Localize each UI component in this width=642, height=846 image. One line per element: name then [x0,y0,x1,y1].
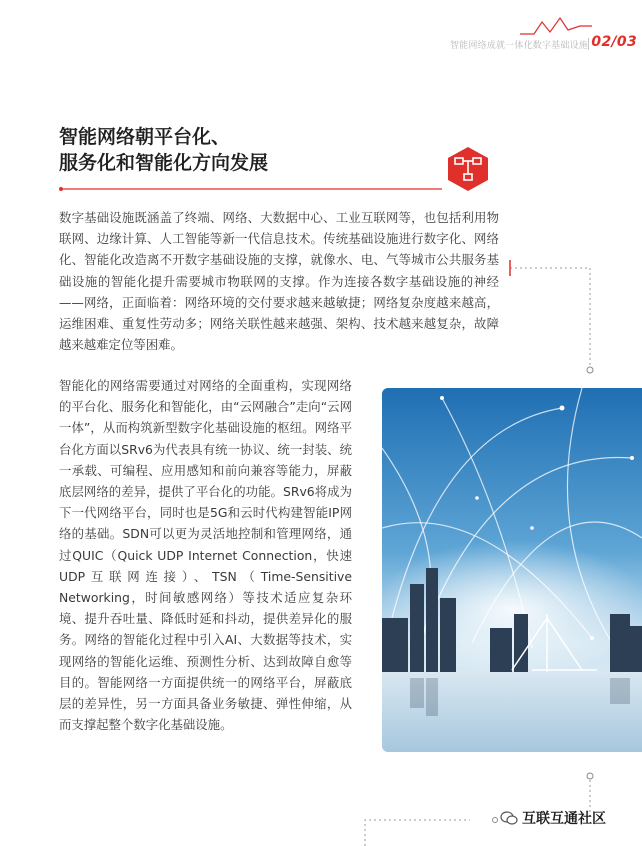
section-title [59,124,399,176]
header-section-title: 智能网络成就一体化数字基础设施 [449,41,588,51]
section-title-line2: 服务化和智能化方向发展 [59,152,269,174]
paragraph-body: 智能化的网络需要通过对网络的全面重构，实现网络的平台化、服务化和智能化，由“云网融合”走向“云网一体”，从而构筑新型数字化基础设施的枢纽。网络平台化方面以SRv6为代表具有统一协议、统一封装、统一承载、可编程、应用感知和前向兼容等能力，屏蔽底层网络的差异，提供了平台化的功能。SRv6将成为下一代网络平台，同时也是5G和云时代构建智能IP网络的基础。SDN可以更为灵活地控制和管理网络，通过QUIC（Quick UDP Internet Connection，快速UDP互联网连接）、TSN（Time-Sensitive Networking，时间敏感网络）等技术适应复杂环境、提升吞吐量、降低时延和抖动，提供差异化的服务。网络的智能化过程中引入AI、大数据等技术，实现网络的智能化运维、预测性分析、达到故障自愈等目的。智能网络一方面提供统一的网络平台，屏蔽底层的差异性，另一方面具备业务敏捷、弹性伸缩，从而支撑起整个数字化基础设施。 [59,378,352,733]
wechat-icon [500,811,518,825]
city-network-image [382,388,642,752]
section-title-line1: 智能网络朝平台化、 [59,126,231,148]
paragraph-intro: 数字基础设施既涵盖了终端、网络、大数据中心、工业互联网等，也包括利用物联网、边缘计算、人工智能等新一代信息技术。传统基础设施进行数字化、网络化、智能化改造离不开数字基础设施的支撑，就像水、电、气等城市公共服务基础设施的智能化提升需要城市物联网的支撑。作为连接各数字基础设施的神经——网络，正面临着：网络环境的交付要求越来越敏捷；网络复杂度越来越高，运维困难、重复性劳动多；网络关联性越来越强、架构、技术越来越复杂，故障越来越难定位等困难。 [59,210,499,353]
network-nodes-icon [444,145,492,193]
page-number: 02/03 [591,34,637,50]
header-divider [588,38,589,50]
title-underline [59,187,442,191]
watermark-text: 互联互通社区 [522,811,606,827]
watermark [500,808,606,828]
